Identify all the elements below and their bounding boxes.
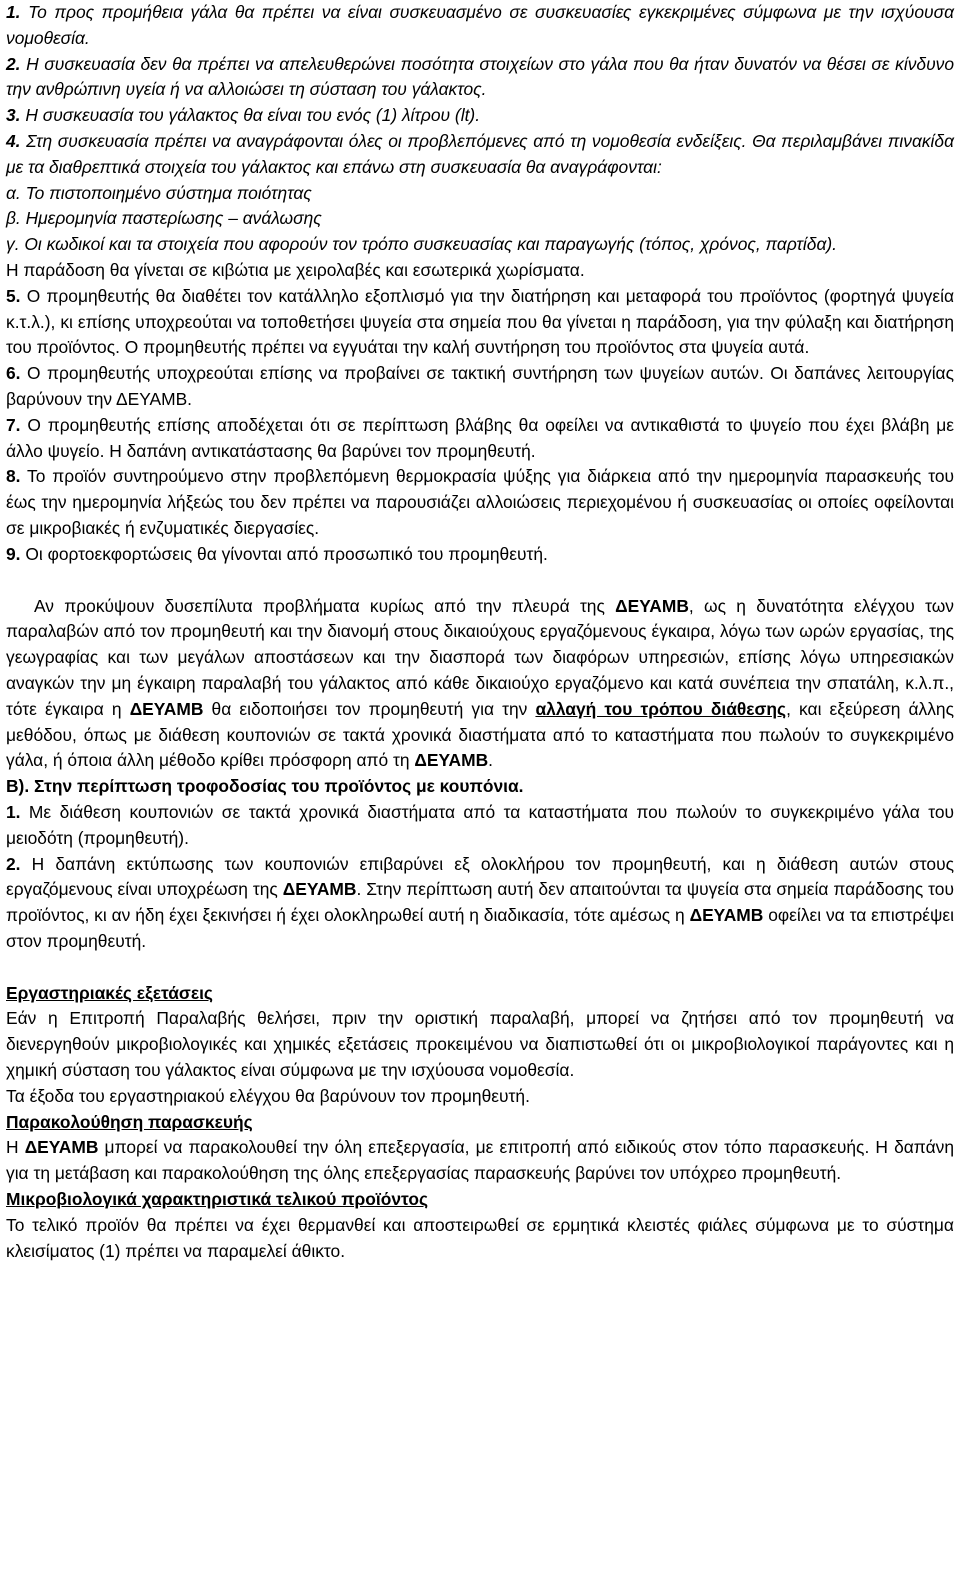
item-text: Με διάθεση κουπονιών σε τακτά χρονικά διαστήματα από τα καταστήματα που πωλούν το συγκεκριμένο γάλα του μειοδότη (προμηθευτή). bbox=[6, 801, 954, 848]
org-name: ΔΕΥΑΜΒ bbox=[24, 1137, 99, 1158]
item-number: 2. bbox=[6, 853, 21, 874]
item-4 bbox=[6, 129, 954, 181]
spacer bbox=[6, 568, 954, 594]
item-2 bbox=[6, 52, 954, 104]
item-text: Το προς προμήθεια γάλα θα πρέπει να είναι συσκευασμένο σε συσκευασίες εγκεκριμένες σύμφωνα με την ισχύουσα νομοθεσία. bbox=[6, 2, 954, 48]
item-4b: β. Ημερομηνία παστερίωσης – ανάλωσης bbox=[6, 208, 322, 229]
heading-text: Εργαστηριακές εξετάσεις bbox=[6, 982, 213, 1003]
text-run: Αν προκύψουν δυσεπίλυτα προβλήματα κυρίως από την πλευρά της bbox=[34, 595, 616, 616]
org-name: ΔΕΥΑΜΒ bbox=[282, 879, 357, 900]
coupon-item-1 bbox=[6, 800, 954, 852]
production-monitoring-text bbox=[6, 1135, 954, 1187]
item-number: 1. bbox=[6, 801, 21, 822]
item-number: 2. bbox=[6, 53, 21, 74]
item-number: 1. bbox=[6, 2, 21, 22]
item-8 bbox=[6, 464, 954, 541]
item-6 bbox=[6, 361, 954, 413]
item-number: 9. bbox=[6, 543, 21, 564]
item-number: 4. bbox=[6, 130, 21, 151]
item-text: Ο προμηθευτής θα διαθέτει τον κατάλληλο εξοπλισμό για την διατήρηση και μεταφορά του προϊόντος (φορτηγά ψυγεία κ.τ.λ.), κι επίσης υποχρεούται να τοποθετήσει ψυγεία στα σημεία που θα γίνεται η παράδοση, για την φύλαξη και διατήρηση του προϊόντος. Ο προμηθευτής πρέπει να εγγυάται την καλή συντήρηση του προϊόντος στα ψυγεία αυτά. bbox=[6, 285, 954, 358]
production-monitoring-heading bbox=[6, 1110, 954, 1136]
lab-tests-text: Εάν η Επιτροπή Παραλαβής θελήσει, πριν την οριστική παραλαβή, μπορεί να ζητήσει από τον προμηθευτή να διενεργηθούν μικροβιολογικές και χημικές εξετάσεις προκειμένου να διαπιστωθεί ότι οι μικροβιολογικοί παράγοντες και η χημική σύσταση του γάλακτος είναι σύμφωνα με την ισχύουσα νομοθεσία. bbox=[6, 1008, 954, 1081]
heading-text: Β). Στην περίπτωση τροφοδοσίας του προϊόντος με κουπόνια. bbox=[6, 776, 524, 797]
item-text: Η συσκευασία δεν θα πρέπει να απελευθερώνει ποσότητα στοιχείων στο γάλα που θα ήταν δυνατόν να θέσει σε κίνδυνο την ανθρώπινη υγεία ή να αλλοιώσει τη σύσταση του γάλακτος. bbox=[6, 53, 954, 100]
text-run: Η δαπάνη εκτύπωσης των κουπονιών επιβαρύνει εξ ολοκλήρου τον προμηθευτή, και η διάθεση αυτών στους εργαζόμενους είναι υποχρέωση της bbox=[6, 853, 954, 900]
item-text: Οι φορτοεκφορτώσεις θα γίνονται από προσωπικό του προμηθευτή. bbox=[20, 543, 548, 564]
item-text: Το προϊόν συντηρούμενο στην προβλεπόμενη θερμοκρασία ψύξης για διάρκεια από την ημερομηνία παρασκευής του έως την ημερομηνία λήξεώς του δεν πρέπει να παρουσιάζει αλλοιώσεις περιεχομένου ή συσκευασίας οι οποίες οφείλονται σε μικροβιακές ή ενζυματικές διεργασίες. bbox=[6, 466, 954, 538]
item-text: Η συσκευασία του γάλακτος θα είναι του ενός (1) λίτρου (lt). bbox=[20, 105, 481, 126]
item-number: 6. bbox=[6, 363, 21, 384]
org-name: ΔΕΥΑΜΒ bbox=[129, 698, 204, 719]
text-run: θα ειδοποιήσει τον προμηθευτή για την bbox=[203, 698, 536, 719]
item-text: Ο προμηθευτής υποχρεούται επίσης να προβαίνει σε τακτική συντήρηση των ψυγείων αυτών. Οι δαπάνες λειτουργίας βαρύνουν την ΔΕΥΑΜΒ. bbox=[6, 363, 954, 409]
item-4a: α. Το πιστοποιημένο σύστημα ποιότητας bbox=[6, 182, 312, 203]
item-3 bbox=[6, 103, 954, 129]
microbiology-heading bbox=[6, 1187, 954, 1213]
text-run: , ως η δυνατότητα ελέγχου των παραλαβών από τον προμηθευτή και την διανομή στους δικαιούχους εργαζόμενους έγκαιρα, λόγω των ωρών εργασίας, της γεωγραφίας και των μεγάλων αποστάσεων και την διασπορά των διαφόρων υπηρεσιών, επίσης λόγω υπηρεσιακών αναγκών την μη έγκαιρη παραλαβή του γάλακτος από κάθε δικαιούχο εργαζόμενο και κατά συνέπεια την σπατάλη, κ.λ.π., τότε έγκαιρα η bbox=[6, 595, 954, 719]
org-name: ΔΕΥΑΜΒ bbox=[615, 595, 689, 616]
text-run: οφείλει να τα επιστρέψει στον προμηθευτή. bbox=[6, 905, 954, 951]
item-1 bbox=[6, 0, 954, 52]
item-text: Στη συσκευασία πρέπει να αναγράφονται όλες οι προβλεπόμενες από τη νομοθεσία ενδείξεις. Θα περιλαμβάνει πινακίδα με τα διαθρεπτικά στοιχεία του γάλακτος και επάνω στη συσκευασία θα αναγράφονται: bbox=[6, 130, 954, 177]
text-run: μπορεί να παρακολουθεί την όλη επεξεργασία, με επιτροπή από ειδικούς στον τόπο παρασκευής. Η δαπάνη για τη μετάβαση και παρακολούθηση της όλης επεξεργασίας παρασκευής βαρύνει τον υπόχρεο προμηθευτή. bbox=[6, 1137, 954, 1184]
item-4c: γ. Οι κωδικοί και τα στοιχεία που αφορούν τον τρόπο συσκευασίας και παραγωγής (τόπος, χρόνος, παρτίδα). bbox=[6, 234, 838, 255]
org-name: ΔΕΥΑΜΒ bbox=[414, 750, 489, 771]
org-name: ΔΕΥΑΜΒ bbox=[689, 905, 764, 926]
microbiology-text: Το τελικό προϊόν θα πρέπει να έχει θερμανθεί και αποστειρωθεί σε ερμητικά κλειστές φιάλες σύμφωνα με το σύστημα κλεισίματος (1) πρέπει να παραμελεί άθικτο. bbox=[6, 1214, 954, 1261]
delivery-note: Η παράδοση θα γίνεται σε κιβώτια με χειρολαβές και εσωτερικά χωρίσματα. bbox=[6, 259, 585, 280]
text-run: . Στην περίπτωση αυτή δεν απαιτούνται τα ψυγεία στα σημεία παράδοσης του προϊόντος, κι αν ήδη έχει ξεκινήσει ή έχει ολοκληρωθεί αυτή η διαδικασία, τότε αμέσως η bbox=[6, 879, 954, 926]
text-run: Η bbox=[6, 1137, 25, 1158]
item-text: Ο προμηθευτής επίσης αποδέχεται ότι σε περίπτωση βλάβης θα οφείλει να αντικαθιστά το ψυγείο που έχει βλάβη με άλλο ψυγείο. Η δαπάνη αντικατάστασης θα βαρύνει τον προμηθευτή. bbox=[6, 414, 954, 461]
item-7 bbox=[6, 413, 954, 465]
emphasis-text: αλλαγή του τρόπου διάθεσης bbox=[535, 698, 787, 719]
spacer bbox=[6, 955, 954, 981]
heading-text: Μικροβιολογικά χαρακτηριστικά τελικού προϊόντος bbox=[6, 1189, 429, 1210]
item-5 bbox=[6, 284, 954, 361]
item-number: 3. bbox=[6, 105, 21, 126]
heading-text: Παρακολούθηση παρασκευής bbox=[6, 1111, 253, 1132]
text-run: , και εξεύρεση άλλης μεθόδου, όπως με διάθεση κουπονιών σε τακτά χρονικά διαστήματα από το καταστήματα που πωλούν το συγκεκριμένο γάλα, ή όποια άλλη μέθοδο κρίθει πρόσφορη από τη bbox=[6, 698, 954, 771]
alternative-method-paragraph bbox=[6, 594, 954, 775]
coupon-item-2 bbox=[6, 852, 954, 955]
item-number: 7. bbox=[6, 414, 21, 435]
item-number: 8. bbox=[6, 466, 21, 487]
section-b-heading bbox=[6, 774, 954, 800]
item-9 bbox=[6, 542, 954, 568]
item-number: 5. bbox=[6, 285, 21, 306]
lab-tests-cost: Τα έξοδα του εργαστηριακού ελέγχου θα βαρύνουν τον προμηθευτή. bbox=[6, 1085, 530, 1106]
lab-tests-heading bbox=[6, 981, 954, 1007]
text-run: . bbox=[488, 750, 493, 771]
